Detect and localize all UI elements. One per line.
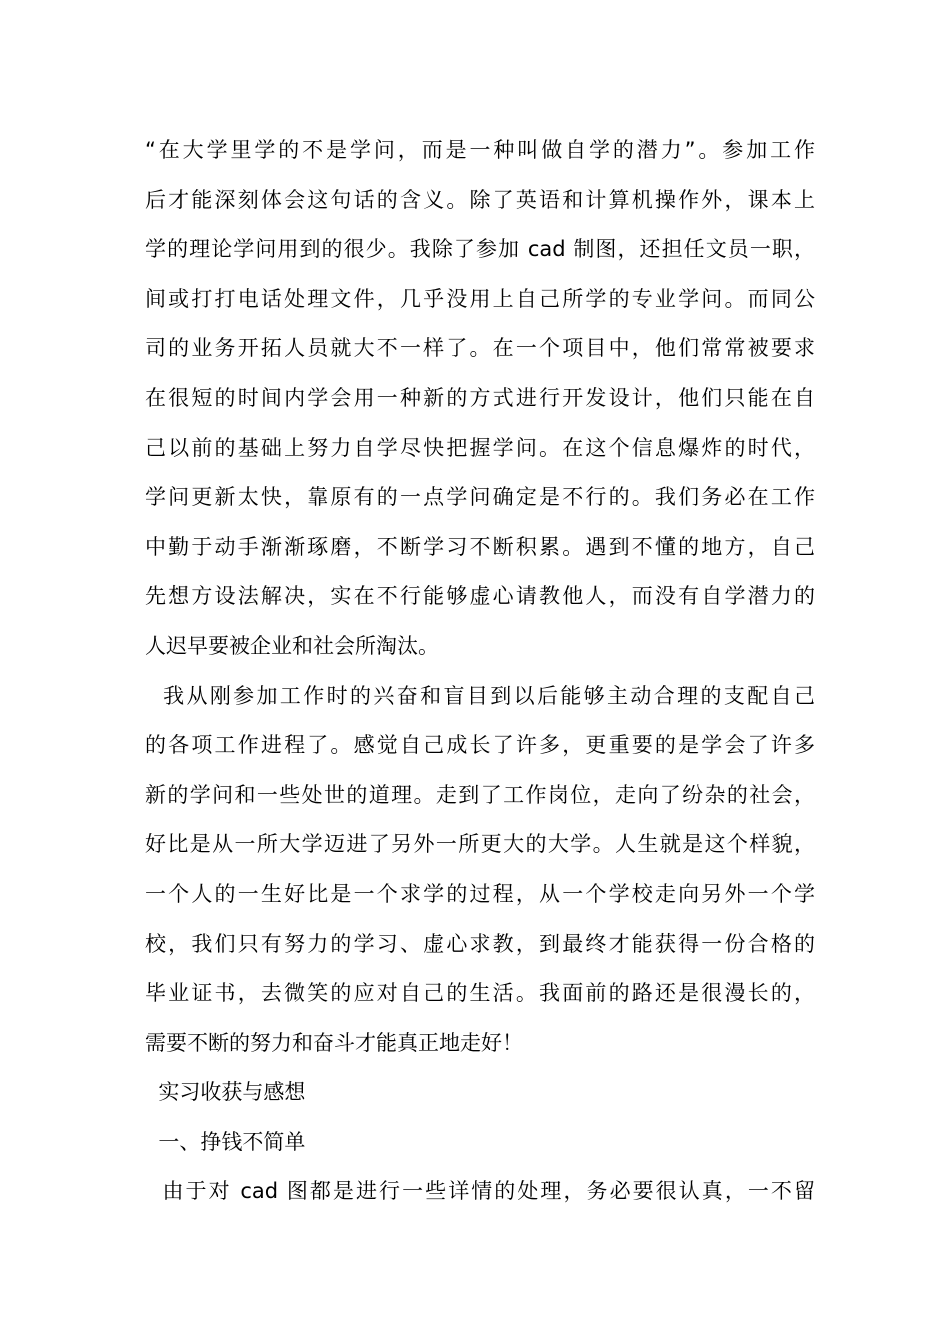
- text-line: 先想方设法解决，实在不行能够虚心请教他人，而没有自学潜力的: [145, 584, 815, 609]
- text-line: 间或打打电话处理文件，几乎没用上自己所学的专业学问。而同公: [145, 286, 815, 311]
- text-line: 由于对 cad 图都是进行一些详情的处理，务必要很认真，一不留: [145, 1179, 815, 1204]
- text-line: 一个人的一生好比是一个求学的过程，从一个学校走向另外一个学: [145, 881, 815, 906]
- text-line: 后才能深刻体会这句话的含义。除了英语和计算机操作外，课本上: [145, 187, 815, 212]
- text-line: 毕业证书，去微笑的应对自己的生活。我面前的路还是很漫长的，: [145, 981, 815, 1006]
- text-line: 己以前的基础上努力自学尽快把握学问。在这个信息爆炸的时代，: [145, 435, 815, 460]
- text-line: 学问更新太快，靠原有的一点学问确定是不行的。我们务必在工作: [145, 485, 815, 510]
- text-line: 中勤于动手渐渐琢磨，不断学习不断积累。遇到不懂的地方，自己: [145, 534, 815, 559]
- text-line: 一、挣钱不简单: [145, 1129, 306, 1154]
- text-line: 校，我们只有努力的学习、虚心求教，到最终才能获得一份合格的: [145, 931, 815, 956]
- text-line: 好比是从一所大学迈进了另外一所更大的大学。人生就是这个样貌，: [145, 832, 815, 857]
- text-line: 我从刚参加工作时的兴奋和盲目到以后能够主动合理的支配自己: [145, 683, 815, 708]
- text-line: 新的学问和一些处世的道理。走到了工作岗位，走向了纷杂的社会，: [145, 782, 815, 807]
- text-line: 人迟早要被企业和社会所淘汰。: [145, 633, 439, 658]
- text-line: “在大学里学的不是学问，而是一种叫做自学的潜力”。参加工作: [145, 138, 815, 162]
- text-line: 需要不断的努力和奋斗才能真正地走好！: [145, 1030, 523, 1055]
- text-line: 实习收获与感想: [145, 1080, 306, 1105]
- body-text: [145, 126, 815, 1217]
- text-line: 学的理论学问用到的很少。我除了参加 cad 制图，还担任文员一职，: [145, 237, 815, 262]
- text-line: 司的业务开拓人员就大不一样了。在一个项目中，他们常常被要求: [145, 336, 815, 361]
- text-line: 在很短的时间内学会用一种新的方式进行开发设计，他们只能在自: [145, 385, 815, 410]
- text-line: 的各项工作进程了。感觉自己成长了许多，更重要的是学会了许多: [145, 733, 815, 758]
